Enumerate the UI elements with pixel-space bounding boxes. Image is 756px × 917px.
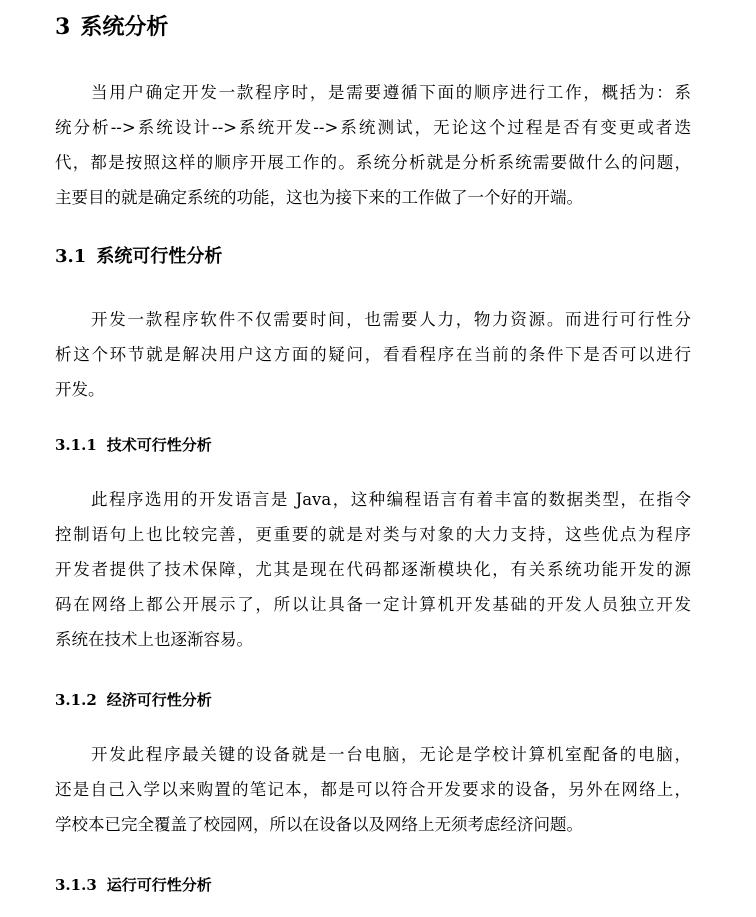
subsection-title: 经济可行性分析 <box>106 691 212 709</box>
subsection-title: 运行可行性分析 <box>106 876 212 894</box>
paragraph-line: 控制语句上也比较完善，更重要的就是对类与对象的大力支持，这些优点为程序 <box>55 525 691 544</box>
subsection-paragraph-3-1 <box>55 302 691 407</box>
subsection-heading-3-1-2 <box>55 685 212 715</box>
paragraph-line: 码在网络上都公开展示了，所以让具备一定计算机开发基础的开发人员独立开发 <box>55 595 691 614</box>
paragraph-line: 代，都是按照这样的顺序开展工作的。系统分析就是分析系统需要做什么的问题， <box>55 153 691 172</box>
paragraph-line: 开发。 <box>55 380 105 399</box>
subsection-number: 3.1.2 <box>55 691 97 709</box>
subsection-title: 技术可行性分析 <box>106 436 212 454</box>
paragraph-line: 还是自己入学以来购置的笔记本，都是可以符合开发要求的设备，另外在网络上， <box>55 780 691 799</box>
paragraph-line: 主要目的就是确定系统的功能，这也为接下来的工作做了一个好的开端。 <box>55 188 583 207</box>
paragraph-line: 开发一款程序软件不仅需要时间，也需要人力，物力资源。而进行可行性分 <box>91 310 691 329</box>
subsection-title: 系统可行性分析 <box>96 246 223 267</box>
paragraph-line: 开发者提供了技术保障，尤其是现在代码都逐渐模块化，有关系统功能开发的源 <box>55 560 691 579</box>
paragraph-line: 统分析-->系统设计-->系统开发-->系统测试，无论这个过程是否有变更或者迭 <box>55 118 691 137</box>
section-number: 3 <box>55 14 71 40</box>
section-title: 系统分析 <box>80 14 169 40</box>
section-heading <box>55 10 168 44</box>
paragraph-line: 系统在技术上也逐渐容易。 <box>55 630 253 649</box>
subsection-heading-3-1-1 <box>55 430 212 460</box>
subsection-number: 3.1.1 <box>55 436 97 454</box>
paragraph-line: 析这个环节就是解决用户这方面的疑问，看看程序在当前的条件下是否可以进行 <box>55 345 691 364</box>
paragraph-line: 学校本已完全覆盖了校园网，所以在设备以及网络上无须考虑经济问题。 <box>55 815 583 834</box>
section-paragraph <box>55 75 691 215</box>
subsection-paragraph-3-1-2 <box>55 737 691 842</box>
paragraph-line: 开发此程序最关键的设备就是一台电脑，无论是学校计算机室配备的电脑， <box>91 745 691 764</box>
paragraph-line: 当用户确定开发一款程序时，是需要遵循下面的顺序进行工作，概括为：系 <box>91 83 691 102</box>
subsection-number: 3.1 <box>55 246 87 267</box>
paragraph-line: 此程序选用的开发语言是 Java，这种编程语言有着丰富的数据类型，在指令 <box>91 490 691 509</box>
subsection-number: 3.1.3 <box>55 876 97 894</box>
subsection-heading-3-1 <box>55 240 222 274</box>
subsection-heading-3-1-3 <box>55 870 212 900</box>
subsection-paragraph-3-1-1 <box>55 482 691 657</box>
